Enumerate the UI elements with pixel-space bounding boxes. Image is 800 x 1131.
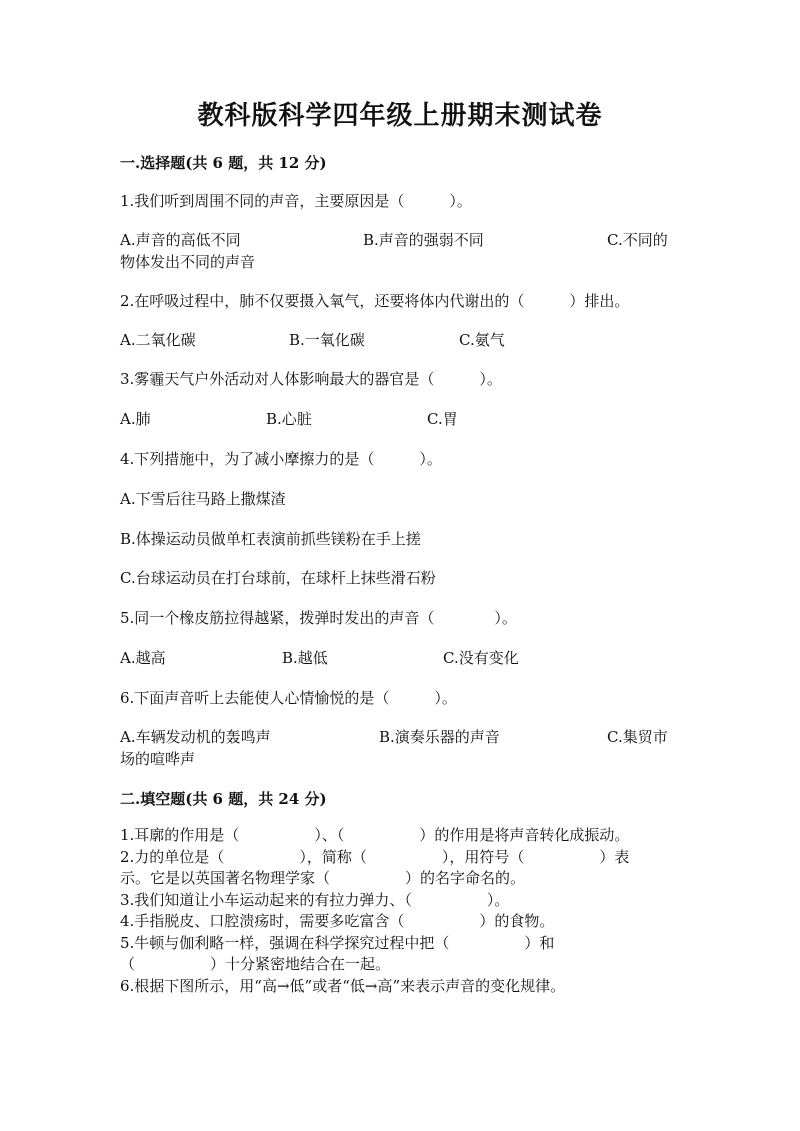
question-3-option-b: B.心脏 — [266, 410, 312, 428]
fill-line-7: （ ）十分紧密地结合在一起。 — [120, 955, 391, 973]
question-2-option-a: A.二氧化碳 — [120, 331, 196, 349]
question-2-option-b: B.一氧化碳 — [289, 331, 365, 349]
question-4-option-c: C.台球运动员在打台球前，在球杆上抹些滑石粉 — [120, 569, 436, 587]
fill-line-4: 3.我们知道让小车运动起来的有拉力弹力、（ ）。 — [120, 890, 510, 909]
section-1-heading: 一.选择题(共 6 题，共 12 分) — [120, 154, 327, 172]
fill-line-8: 6.根据下图所示，用“高→低”或者“低→高”来表示声音的变化规律。 — [120, 976, 566, 995]
question-1-option-a: A.声音的高低不同 — [120, 231, 241, 249]
question-4-stem: 4.下列措施中，为了减小摩擦力的是（ ）。 — [120, 450, 442, 468]
fill-line-3: 示。它是以英国著名物理学家（ ）的名字命名的。 — [120, 869, 526, 887]
exam-title: 教科版科学四年级上册期末测试卷 — [197, 101, 603, 131]
fill-line-1: 1.耳廓的作用是（ ）、（ ）的作用是将声音转化成振动。 — [120, 826, 630, 844]
question-5-option-b: B.越低 — [282, 649, 328, 667]
fill-in-questions — [120, 825, 680, 997]
question-5-option-a: A.越高 — [120, 649, 166, 667]
question-1-option-c: C.不同的 — [607, 231, 668, 249]
question-2-stem: 2.在呼吸过程中，肺不仅要摄入氧气，还要将体内代谢出的（ ）排出。 — [120, 292, 630, 310]
question-1-option-c-continued: 物体发出不同的声音 — [120, 253, 256, 271]
question-3-stem: 3.雾霾天气户外活动对人体影响最大的器官是（ ）。 — [120, 370, 502, 388]
fill-line-2: 2.力的单位是（ ），简称（ ），用符号（ ）表 — [120, 847, 630, 866]
question-4-option-b: B.体操运动员做单杠表演前抓些镁粉在手上搓 — [120, 530, 421, 548]
section-2-heading: 二.填空题(共 6 题，共 24 分) — [120, 790, 327, 808]
fill-line-6: 5.牛顿与伽利略一样，强调在科学探究过程中把（ ）和 — [120, 933, 555, 952]
question-3-option-a: A.肺 — [120, 410, 151, 428]
question-5-option-c: C.没有变化 — [443, 649, 519, 667]
question-6-option-c: C.集贸市 — [607, 728, 668, 746]
question-6-option-b: B.演奏乐器的声音 — [379, 728, 500, 746]
fill-line-5: 4.手指脱皮、口腔溃疡时，需要多吃富含（ ）的食物。 — [120, 912, 555, 930]
question-1-stem: 1.我们听到周围不同的声音，主要原因是（ ）。 — [120, 192, 472, 210]
question-1-option-b: B.声音的强弱不同 — [363, 231, 484, 249]
question-3-option-c: C.胃 — [427, 410, 458, 428]
question-2-option-c: C.氨气 — [459, 331, 505, 349]
question-4-option-a: A.下雪后往马路上撒煤渣 — [120, 490, 286, 508]
question-6-option-c-continued: 场的喧哗声 — [120, 750, 196, 768]
question-6-stem: 6.下面声音听上去能使人心情愉悦的是（ ）。 — [120, 689, 457, 707]
question-5-stem: 5.同一个橡皮筋拉得越紧，拨弹时发出的声音（ ）。 — [120, 609, 517, 627]
question-6-option-a: A.车辆发动机的轰鸣声 — [120, 728, 271, 746]
